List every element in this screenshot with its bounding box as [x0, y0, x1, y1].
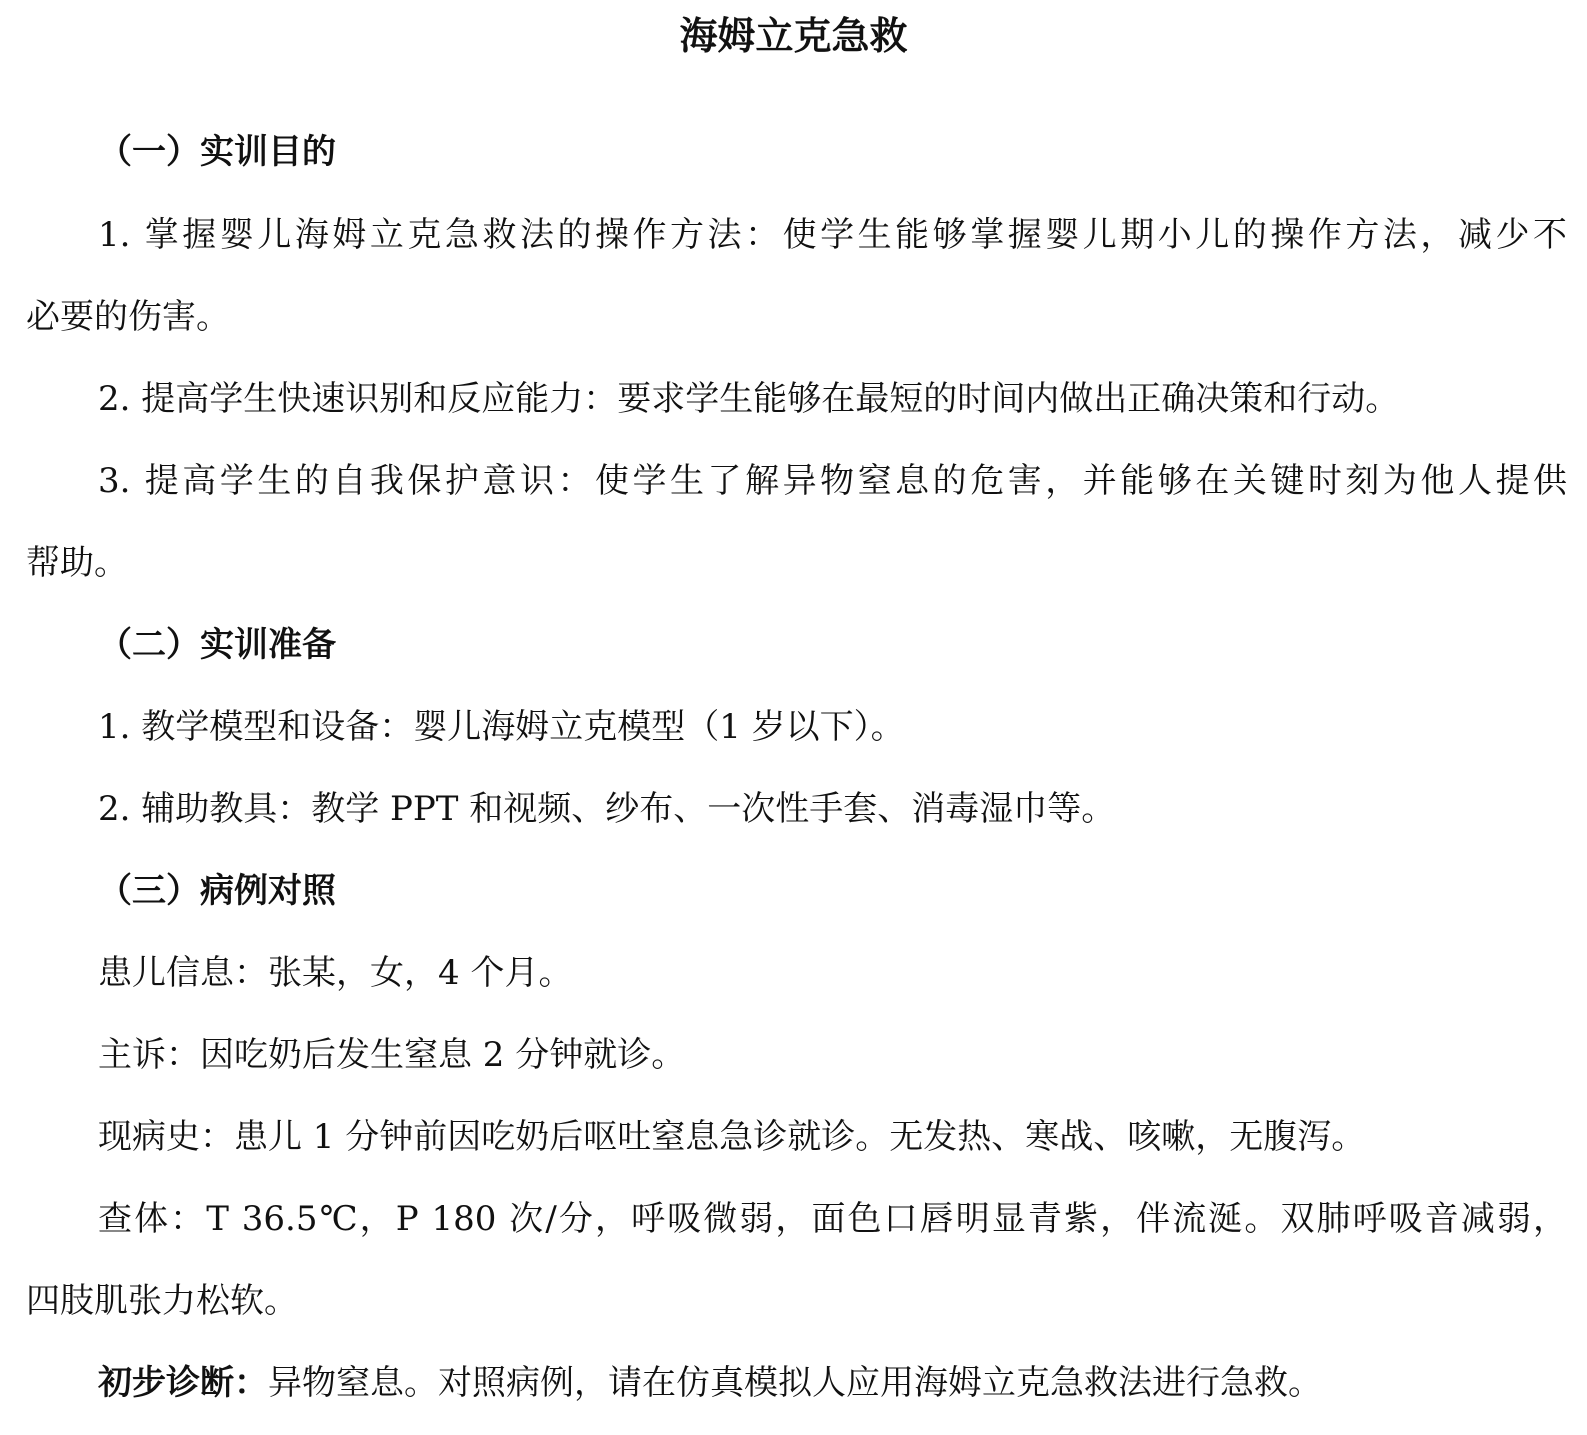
objective-1-line-1: 1. 掌握婴儿海姆立克急救法的操作方法：使学生能够掌握婴儿期小儿的操作方法，减少不: [98, 215, 1567, 255]
section-heading-preparation: （二）实训准备: [98, 625, 336, 665]
section-heading-objectives: （一）实训目的: [98, 132, 336, 172]
objective-2: 2. 提高学生快速识别和反应能力：要求学生能够在最短的时间内做出正确决策和行动。: [98, 379, 1400, 419]
diagnosis-label: 初步诊断：: [98, 1363, 268, 1403]
physical-exam-line-2: 四肢肌张力松软。: [26, 1281, 298, 1321]
document-title: 海姆立克急救: [679, 14, 908, 58]
present-history: 现病史：患儿 1 分钟前因吃奶后呕吐窒息急诊就诊。无发热、寒战、咳嗽，无腹泻。: [98, 1117, 1366, 1157]
objective-3-line-2: 帮助。: [26, 543, 128, 583]
preparation-2: 2. 辅助教具：教学 PPT 和视频、纱布、一次性手套、消毒湿巾等。: [98, 789, 1116, 829]
physical-exam-line-1: 查体：T 36.5℃，P 180 次/分，呼吸微弱，面色口唇明显青紫，伴流涎。双肺呼吸音减弱，: [98, 1199, 1567, 1239]
chief-complaint: 主诉：因吃奶后发生窒息 2 分钟就诊。: [98, 1035, 686, 1075]
section-heading-case: （三）病例对照: [98, 871, 336, 911]
objective-3-line-1: 3. 提高学生的自我保护意识：使学生了解异物窒息的危害，并能够在关键时刻为他人提供: [98, 461, 1567, 501]
diagnosis-line: [98, 1353, 1567, 1413]
diagnosis-text: 异物窒息。对照病例，请在仿真模拟人应用海姆立克急救法进行急救。: [268, 1363, 1322, 1403]
objective-1-line-2: 必要的伤害。: [26, 297, 230, 337]
patient-info: 患儿信息：张某，女，4 个月。: [98, 953, 573, 993]
preparation-1: 1. 教学模型和设备：婴儿海姆立克模型（1 岁以下）。: [98, 707, 905, 747]
